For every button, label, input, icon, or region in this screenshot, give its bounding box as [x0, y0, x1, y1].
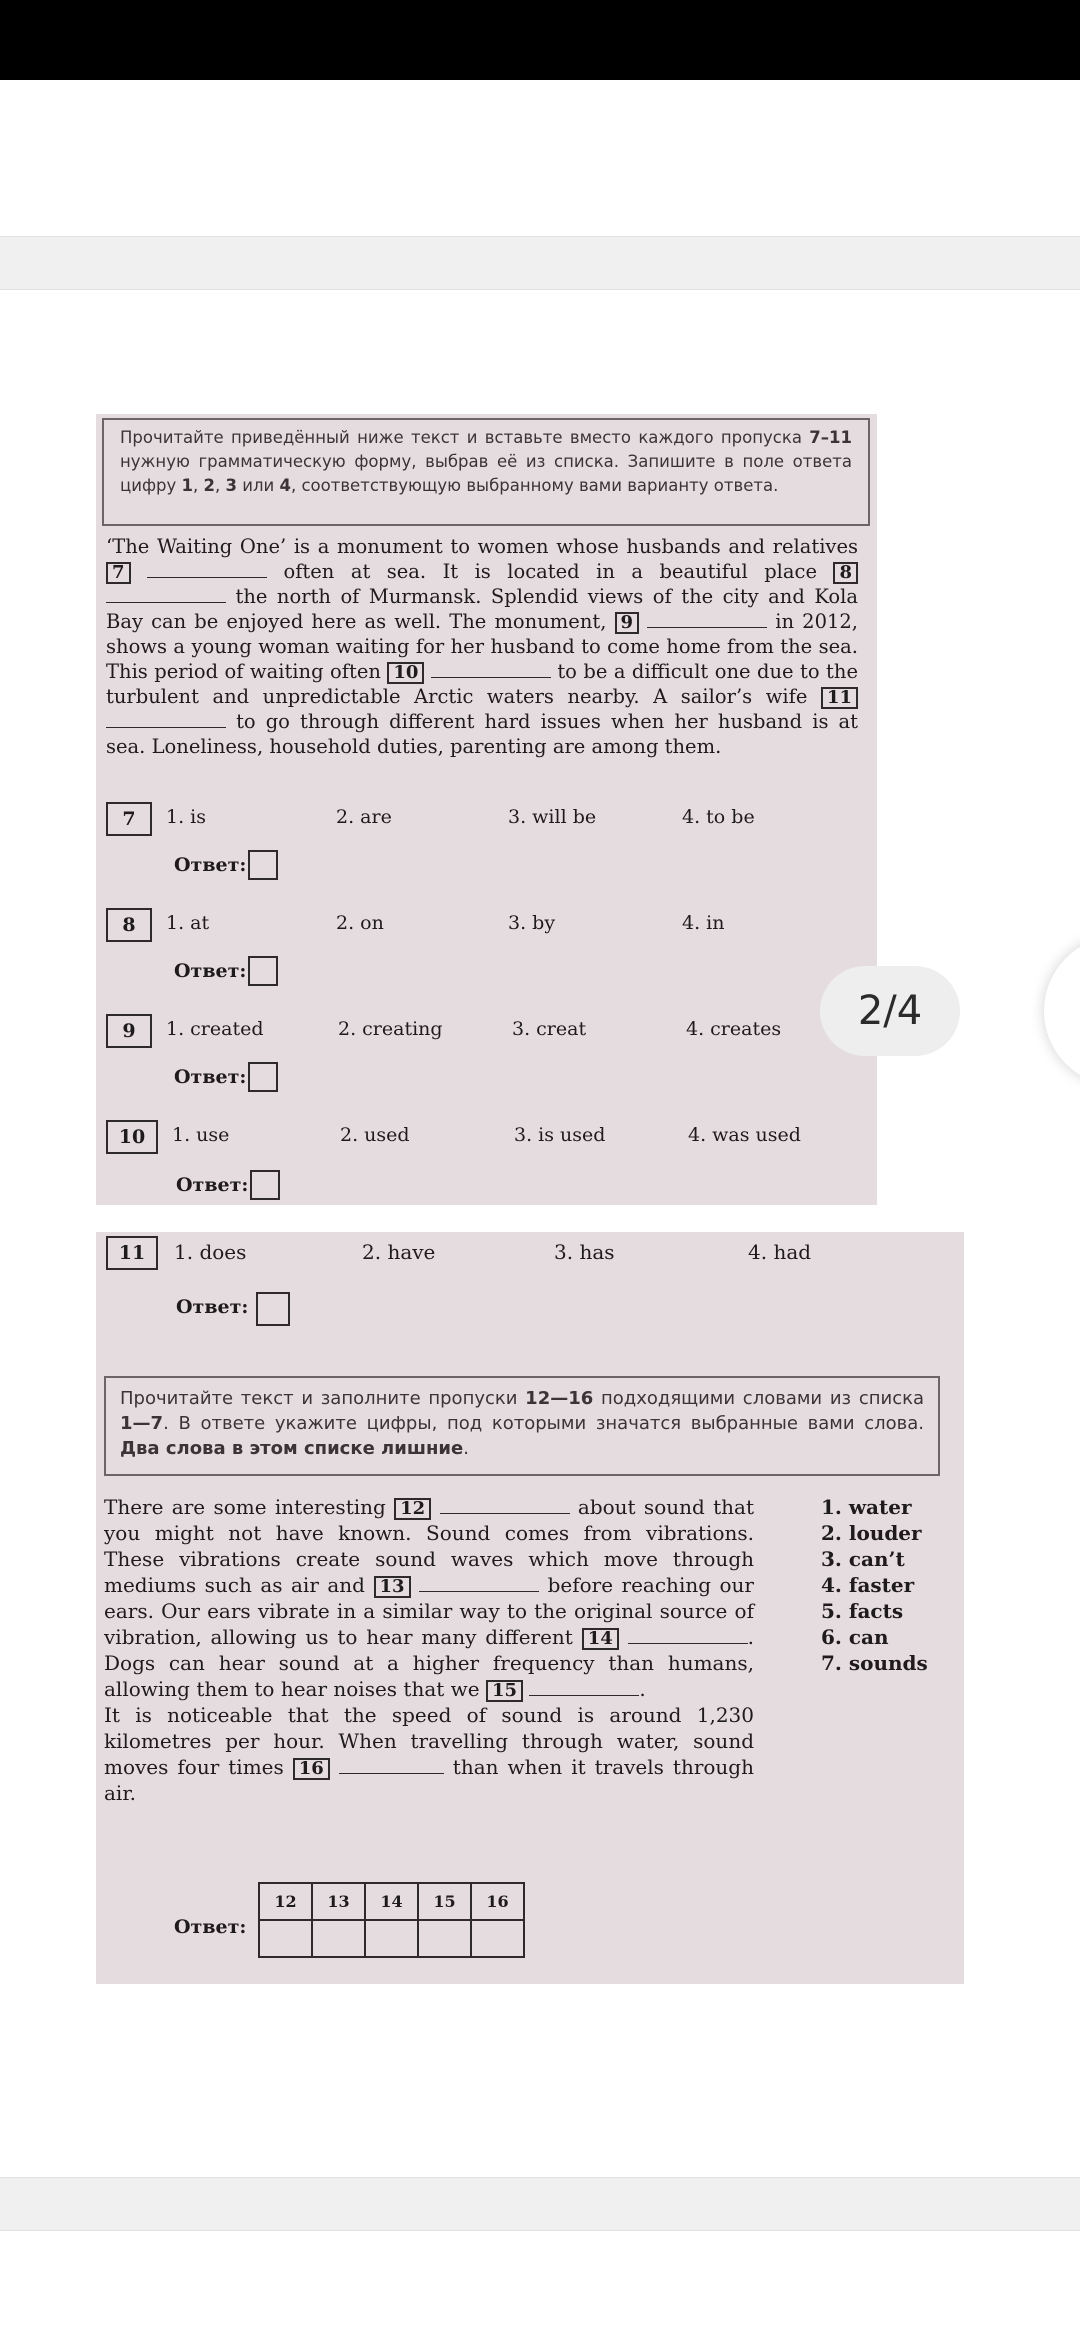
grid-answer-cell-15[interactable]: [418, 1920, 471, 1957]
page-indicator: 2/4: [820, 966, 960, 1056]
grid-answer-cell-12[interactable]: [259, 1920, 312, 1957]
answer-label: Ответ:: [174, 854, 247, 876]
gap-blank-10: [431, 676, 551, 678]
question-7-options: [106, 802, 846, 836]
answer-box-7[interactable]: [248, 850, 278, 880]
text-fragment: . Dogs can hear sound at a higher frequency than humans, allowing them to hear noises that we: [104, 1625, 754, 1701]
gap-blank-14: [628, 1642, 748, 1644]
answer-box-9[interactable]: [248, 1062, 278, 1092]
grid-header-14: 14: [365, 1883, 418, 1920]
gap-blank-13: [419, 1590, 539, 1592]
answer-label: Ответ:: [174, 960, 247, 982]
question-8-options: [106, 908, 846, 942]
question-number-10: 10: [106, 1120, 158, 1154]
gap-number-15: 15: [486, 1680, 523, 1702]
gap-number-14: 14: [582, 1628, 619, 1650]
grid-header-13: 13: [312, 1883, 365, 1920]
word-bank-item: 7. sounds: [821, 1651, 928, 1675]
text-fragment: often at sea. It is located in a beautiful place: [283, 560, 818, 583]
document-page-image-1[interactable]: [96, 414, 877, 1205]
text-fragment: than when it travels through air.: [104, 1755, 754, 1805]
grid-answer-cell-14[interactable]: [365, 1920, 418, 1957]
gap-blank-7: [147, 576, 267, 578]
text-fragment: to be a difficult one due to the turbulent and unpredictable Arctic waters nearby. A sailor’s wife: [106, 660, 858, 708]
option-2: 2. creating: [338, 1018, 443, 1040]
option-4: 4. had: [748, 1240, 812, 1264]
text-fragment: about sound that you might not have known. Sound comes from vibrations. These vibrations create sound waves which move through mediums such as air and: [104, 1495, 755, 1597]
option-3: 3. has: [554, 1240, 615, 1264]
text-fragment: in 2012, shows a young woman waiting for her husband to come home from the sea. This period of waiting often: [106, 610, 859, 683]
gap-number-9: 9: [615, 612, 640, 634]
separator-band-bottom: [0, 2177, 1080, 2231]
text-fragment: the north of Murmansk. Splendid views of the city and Kola Bay can be enjoyed here as well. The monument,: [106, 585, 858, 633]
document-page-image-2[interactable]: [96, 1232, 964, 1984]
gap-blank-8: [106, 601, 226, 603]
answer-label: Ответ:: [174, 1066, 247, 1088]
option-2: 2. on: [336, 912, 384, 934]
option-2: 2. have: [362, 1240, 436, 1264]
option-3: 3. by: [508, 912, 556, 934]
next-page-button[interactable]: [1044, 936, 1080, 1086]
grid-answer-cell-16[interactable]: [471, 1920, 524, 1957]
option-3: 3. will be: [508, 806, 597, 828]
question-9-options: [106, 1014, 846, 1048]
grid-header-16: 16: [471, 1883, 524, 1920]
grid-header-12: 12: [259, 1883, 312, 1920]
gap-blank-12: [440, 1512, 570, 1514]
gap-number-7: 7: [106, 562, 131, 584]
gap-blank-16: [339, 1772, 444, 1774]
answer-label: Ответ:: [174, 1916, 247, 1938]
gap-number-16: 16: [293, 1758, 330, 1780]
word-bank-item: 1. water: [821, 1495, 912, 1519]
option-1: 1. is: [166, 806, 206, 828]
gap-blank-11: [106, 726, 226, 728]
word-bank: [821, 1494, 928, 1676]
text-fragment: .: [639, 1677, 646, 1701]
answer-box-8[interactable]: [248, 956, 278, 986]
question-number-11: 11: [106, 1236, 158, 1270]
answer-box-11[interactable]: [256, 1292, 290, 1326]
gap-number-10: 10: [387, 662, 424, 684]
option-3: 3. is used: [514, 1124, 606, 1146]
option-2: 2. used: [340, 1124, 410, 1146]
gap-number-11: 11: [821, 687, 858, 709]
option-4: 4. to be: [682, 806, 755, 828]
answer-label: Ответ:: [176, 1174, 249, 1196]
word-bank-item: 5. facts: [821, 1599, 904, 1623]
question-number-9: 9: [106, 1014, 152, 1048]
question-10-options: [106, 1120, 846, 1154]
option-4: 4. in: [682, 912, 725, 934]
word-bank-item: 6. can: [821, 1625, 889, 1649]
reading-text-waiting-one: [106, 534, 858, 759]
answer-label: Ответ:: [176, 1296, 249, 1318]
option-1: 1. does: [174, 1240, 247, 1264]
option-1: 1. use: [172, 1124, 230, 1146]
gap-blank-15: [529, 1694, 639, 1696]
task-instruction-12-16: Прочитайте текст и заполните пропуски 12—16 подходящими словами из списка 1—7. В ответе укажите цифры, под которыми значатся выбранные вами слова. Два слова в этом списке лишние.: [104, 1376, 940, 1476]
question-number-8: 8: [106, 908, 152, 942]
answer-grid-12-16: [258, 1882, 525, 1958]
gap-blank-9: [647, 626, 767, 628]
gap-number-12: 12: [394, 1498, 431, 1520]
separator-band-top: [0, 236, 1080, 290]
word-bank-item: 2. louder: [821, 1521, 922, 1545]
gap-number-13: 13: [374, 1576, 411, 1598]
option-1: 1. at: [166, 912, 210, 934]
option-4: 4. was used: [688, 1124, 801, 1146]
option-3: 3. creat: [512, 1018, 587, 1040]
question-11-options: [106, 1236, 946, 1270]
gap-number-8: 8: [833, 562, 858, 584]
option-1: 1. created: [166, 1018, 264, 1040]
option-4: 4. creates: [686, 1018, 782, 1040]
text-fragment: before reaching our ears. Our ears vibrate in a similar way to the original source of vibration, allowing us to hear many different: [104, 1573, 754, 1649]
answer-box-10[interactable]: [250, 1170, 280, 1200]
word-bank-item: 3. can’t: [821, 1547, 905, 1571]
word-bank-item: 4. faster: [821, 1573, 915, 1597]
text-fragment: It is noticeable that the speed of sound is around 1,230 kilometres per hour. When travelling through water, sound moves four times: [104, 1703, 754, 1779]
grid-header-15: 15: [418, 1883, 471, 1920]
option-2: 2. are: [336, 806, 392, 828]
task-instruction-7-11: Прочитайте приведённый ниже текст и вставьте вместо каждого пропуска 7–11 нужную грамматическую форму, выбрав её из списка. Запишите в поле ответа цифру 1, 2, 3 или 4, соответствующую выбранному вами варианту ответа.: [102, 418, 870, 526]
question-number-7: 7: [106, 802, 152, 836]
grid-answer-cell-13[interactable]: [312, 1920, 365, 1957]
status-bar: [0, 0, 1080, 80]
text-fragment: to go through different hard issues when her husband is at sea. Loneliness, household duties, parenting are among them.: [106, 710, 858, 758]
text-fragment: ‘The Waiting One’ is a monument to women whose husbands and relatives: [106, 535, 858, 558]
text-fragment: There are some interesting: [104, 1495, 386, 1519]
reading-text-sound: [104, 1494, 754, 1806]
